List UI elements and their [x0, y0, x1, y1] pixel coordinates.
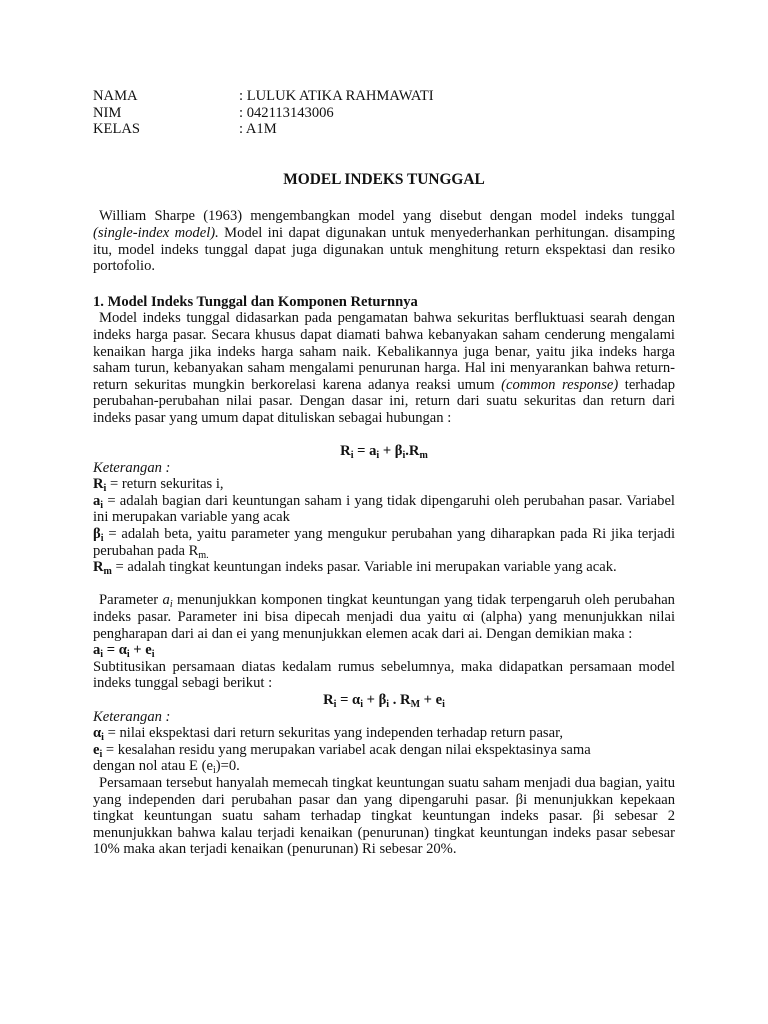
- legend-item-ei: [93, 742, 675, 759]
- formula-symbol: a: [93, 642, 101, 659]
- legend-item-beta: [93, 526, 675, 559]
- legend-text: dengan nol atau E (e: [93, 758, 213, 775]
- header-label: NIM: [93, 104, 122, 121]
- header-value: : LULUK ATIKA RAHMAWATI: [239, 88, 434, 104]
- legend-item-alpha: [93, 725, 675, 742]
- formula-text: + e: [129, 642, 152, 659]
- header-row-nim: [93, 105, 675, 122]
- formula-text: .R: [405, 443, 420, 460]
- text-run: terhadap perubahan-perubahan nilai pasar. Dengan dasar ini, return dari suatu sekuritas dan return dari indeks pasar yang umum dapat dituliskan sebagai hubungan :: [93, 376, 676, 426]
- legend-item-ei-cont: [93, 758, 675, 775]
- legend-sub: i: [212, 765, 216, 777]
- legend-symbol: α: [93, 725, 102, 742]
- closing-paragraph: Persamaan tersebut hanyalah memecah tingkat keuntungan suatu saham menjadi dua bagian, yaitu yang independen dari perubahan pasar dan yang dipengaruhi pasar. βi menunjukkan kepekaan tingkat keuntungan suatu saham terhadap tingkat keuntungan indeks pasar. βi sebesar 2 menunjukkan bahwa kalau terjadi kenaikan (penurunan) tingkat keuntungan indeks pasar sebesar 10% maka akan terjadi kenaikan (penurunan) Ri sebesar 20%.: [93, 774, 675, 858]
- legend-sub: m: [103, 566, 112, 578]
- header-label: KELAS: [93, 121, 141, 138]
- section-heading: 1. Model Indeks Tunggal dan Komponen Returnnya: [93, 293, 418, 310]
- text-run-italic: (common response): [501, 376, 619, 393]
- section1-paragraph: [93, 310, 675, 426]
- formula-1: [93, 443, 675, 460]
- formula-sub: i: [386, 699, 390, 710]
- formula-text: + e: [420, 692, 443, 708]
- formula-sub: i: [126, 649, 130, 661]
- legend-text: = adalah beta, yaitu parameter yang mengukur perubahan yang diharapkan pada Ri jika terjadi perubahan pada R: [93, 526, 675, 559]
- header-row-kelas: [93, 121, 675, 138]
- legend-symbol: R: [93, 559, 104, 576]
- legend-sub: i: [100, 499, 104, 511]
- formula-sub: i: [402, 450, 406, 462]
- legend-item-ri: [93, 476, 675, 493]
- formula-symbol: R: [323, 692, 334, 708]
- header-value: : 042113143006: [239, 104, 334, 121]
- formula-sub: i: [442, 699, 445, 710]
- formula-text: = a: [353, 443, 377, 460]
- formula-3: [93, 692, 675, 709]
- text-run: Model indeks tunggal didasarkan pada pengamatan bahwa sekuritas berfluktuasi searah dengan indeks harga pasar. Secara khusus dapat diamati bahwa kebanyakan saham cenderung mengalami kenaikan harga jika indeks harga saham naik. Kebalikannya juga benar, yaitu jika indeks harga saham turun, kebanyakan saham mengalami penurunan harga. Hal ini menyarankan bahwa return-return sekuritas mungkin berkorelasi karena adanya reaksi umum: [93, 310, 675, 393]
- legend-sub: i: [103, 483, 107, 495]
- intro-paragraph: [93, 208, 675, 274]
- formula-2: [93, 642, 675, 659]
- legend-symbol: R: [93, 476, 104, 493]
- formula-sub: i: [360, 699, 363, 710]
- formula-text: = α: [336, 692, 361, 708]
- formula-text: + β: [379, 443, 403, 460]
- text-sub: i: [169, 599, 173, 611]
- legend-item-rm: [93, 559, 675, 576]
- student-header: [93, 88, 675, 138]
- formula-sub: i: [100, 649, 104, 661]
- legend-sub: i: [99, 748, 103, 760]
- legend-symbol: e: [93, 741, 100, 758]
- legend-symbol: a: [93, 492, 101, 509]
- legend-text: = adalah tingkat keuntungan indeks pasar. Variable ini merupakan variable yang acak.: [111, 559, 617, 576]
- legend-text: )=0.: [215, 758, 240, 775]
- text-run: menunjukkan komponen tingkat keuntungan yang tidak terpengaruh oleh perubahan indeks pasar. Parameter ini bisa dipecah menjadi dua yaitu αi (alpha) yang menunjukkan nilai pengharapan dari ai dan ei yang menunjukkan elemen acak dari ai. Dengan demikian maka :: [93, 592, 675, 642]
- text-run: Parameter: [99, 592, 163, 609]
- legend-sub: i: [101, 732, 104, 744]
- formula-symbol: R: [340, 443, 351, 460]
- header-value: : A1M: [239, 121, 277, 138]
- substitution-paragraph: Subtitusikan persamaan diatas kedalam rumus sebelumnya, maka didapatkan persamaan model indeks tunggal sebagi berikut :: [93, 658, 675, 692]
- legend-item-ai: [93, 493, 675, 526]
- formula-text: = α: [103, 642, 127, 659]
- legend-sub: m.: [198, 549, 209, 561]
- text-run: Model ini dapat digunakan untuk menyederhankan perhitungan. disamping itu, model indeks tunggal dapat juga digunakan untuk menghitung return ekspektasi dan resiko portofolio.: [93, 224, 675, 275]
- text-run: William Sharpe (1963) mengembangkan model yang disebut dengan model indeks tunggal: [99, 208, 675, 225]
- legend-symbol: β: [93, 526, 101, 543]
- formula-sub: i: [333, 699, 337, 710]
- formula-sub: i: [376, 450, 380, 462]
- text-run-italic: (single-index model).: [93, 224, 219, 241]
- document-content: [93, 88, 675, 858]
- legend-heading: Keterangan :: [93, 708, 171, 725]
- legend-text: = adalah bagian dari keuntungan saham i yang tidak dipengaruhi oleh perubahan pasar. Variabel ini merupakan variable yang acak: [93, 492, 675, 526]
- text-run-italic: a: [162, 592, 170, 609]
- formula-sub: m: [419, 450, 428, 462]
- legend-sub: i: [100, 533, 104, 545]
- formula-sub: i: [151, 649, 155, 661]
- document-title: MODEL INDEKS TUNGGAL: [283, 170, 485, 188]
- legend-text: = nilai ekspektasi dari return sekuritas yang independen terhadap return pasar,: [103, 725, 564, 742]
- header-row-nama: [93, 88, 675, 105]
- parameter-paragraph: [93, 592, 675, 642]
- formula-sub: M: [410, 699, 421, 710]
- header-label: NAMA: [93, 88, 138, 104]
- formula-text: + β: [362, 692, 387, 708]
- legend-text: = kesalahan residu yang merupakan variabel acak dengan nilai ekspektasinya sama: [102, 741, 591, 758]
- formula-text: . R: [389, 692, 411, 708]
- legend-text: = return sekuritas i,: [106, 476, 224, 493]
- formula-sub: i: [350, 450, 354, 462]
- legend-heading: Keterangan :: [93, 459, 171, 476]
